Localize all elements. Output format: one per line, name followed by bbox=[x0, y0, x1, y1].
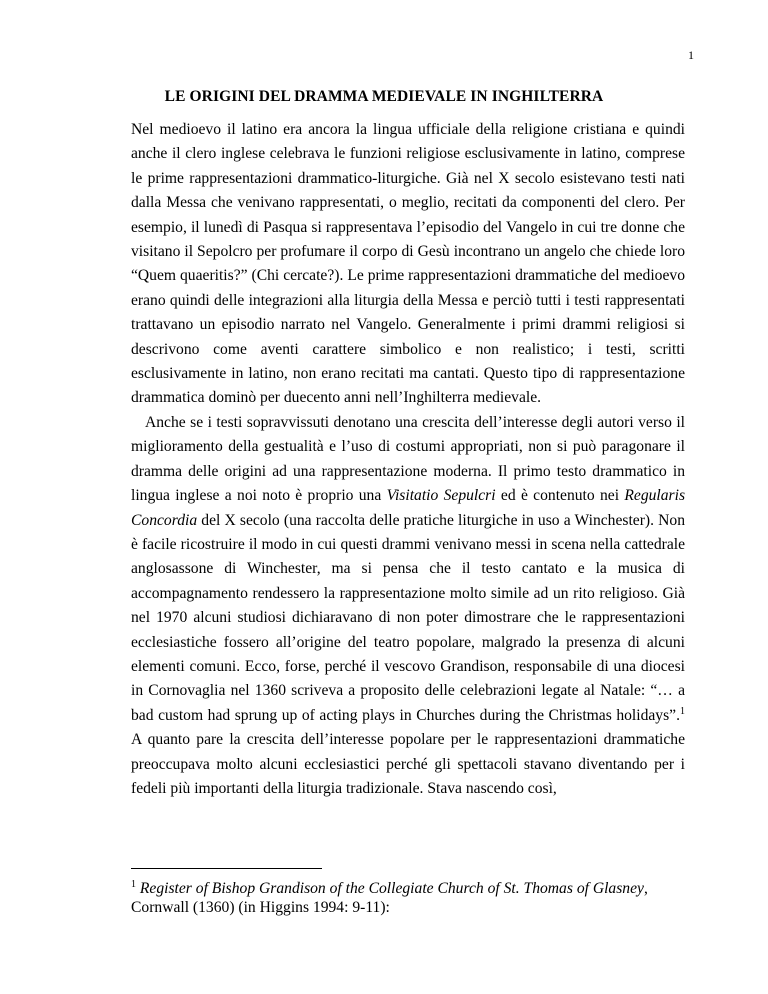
paragraph-2-text-b: ed è contenuto nei bbox=[495, 487, 625, 505]
page-number: 1 bbox=[688, 48, 694, 62]
footnote-reference[interactable]: 1 bbox=[680, 705, 685, 717]
footnote-marker: 1 bbox=[131, 878, 136, 890]
footnote-italic-title: Register of Bishop Grandison of the Collegiate Church of St. Thomas of Glasney bbox=[139, 880, 644, 897]
paragraph-1: Nel medioevo il latino era ancora la lingua ufficiale della religione cristiana e quindi anche il clero inglese celebrava le funzioni religiose esclusivamente in latino, comprese le prime rappresentazioni drammatico-liturgiche. Già nel X secolo esistevano testi nati dalla Messa che venivano rappresentati, o meglio, recitati da componenti del clero. Per esempio, il lunedì di Pasqua si rappresentava l’episodio del Vangelo in cui tre donne che visitano il Sepolcro per profumare il corpo di Gesù incontrano un angelo che chiede loro “Quem quaeritis?” (Chi cercate?). Le prime rappresentazioni drammatiche del medioevo erano quindi delle integrazioni alla liturgia della Messa e perciò tutti i testi rappresentati trattavano un episodio narrato nel Vangelo. Generalmente i primi drammi religiosi si descrivono come aventi carattere simbolico e non realistico; i testi, scritti esclusivamente in latino, non erano recitati ma cantati. Questo tipo di rappresentazione drammatica dominò per duecento anni nell’Inghilterra medievale. bbox=[131, 121, 685, 407]
footnote bbox=[131, 879, 685, 917]
paragraph-2-text-d: A quanto pare la crescita dell’interesse popolare per le rappresentazioni drammatiche preoccupava molto alcuni ecclesiastici perché gli spettacoli stavano diventando per i fedeli più importanti della liturgia tradizionale. Stava nascendo così, bbox=[131, 731, 685, 797]
paragraph-2 bbox=[131, 411, 685, 802]
paragraph-2-text-a: Anche se i testi sopravvissuti denotano una crescita dell’interesse degli autori verso il miglioramento della gestualità e l’uso di costumi appropriati, non si può paragonare il dramma delle origini ad una rappresentazione moderna. Il primo testo drammatico in lingua inglese a noi noto è proprio una bbox=[131, 413, 685, 505]
footnote-text: , Cornwall (1360) (in Higgins 1994: 9-11): bbox=[131, 880, 648, 916]
italic-visitatio-sepulcri: Visitatio Sepulcri bbox=[386, 487, 496, 505]
paragraph-2-text-c: del X secolo (una raccolta delle pratiche liturgiche in uso a Winchester). Non è facile ricostruire il modo in cui questi drammi venivano messi in scena nella cattedrale anglosassone di Winchester, ma si pensa che il testo cantato e la musica di accompagnamento rendessero la rappresentazione molto simile ad un rito religioso. Già nel 1970 alcuni studiosi dichiaravano di non poter dimostrare che le rappresentazioni ecclesiastiche fossero all’origine del teatro popolare, malgrado la presenza di alcuni elementi comuni. Ecco, forse, perché il vescovo Grandison, responsabile di una diocesi in Cornovaglia nel 1360 scriveva a proposito delle celebrazioni legate al Natale: “… a bad custom had sprung up of acting plays in Churches during the Christmas holidays”. bbox=[131, 511, 685, 724]
document-body bbox=[131, 118, 685, 801]
footnote-separator bbox=[131, 868, 322, 869]
italic-regularis-concordia: Regularis Concordia bbox=[131, 487, 686, 529]
document-title: LE ORIGINI DEL DRAMMA MEDIEVALE IN INGHILTERRA bbox=[164, 88, 604, 105]
